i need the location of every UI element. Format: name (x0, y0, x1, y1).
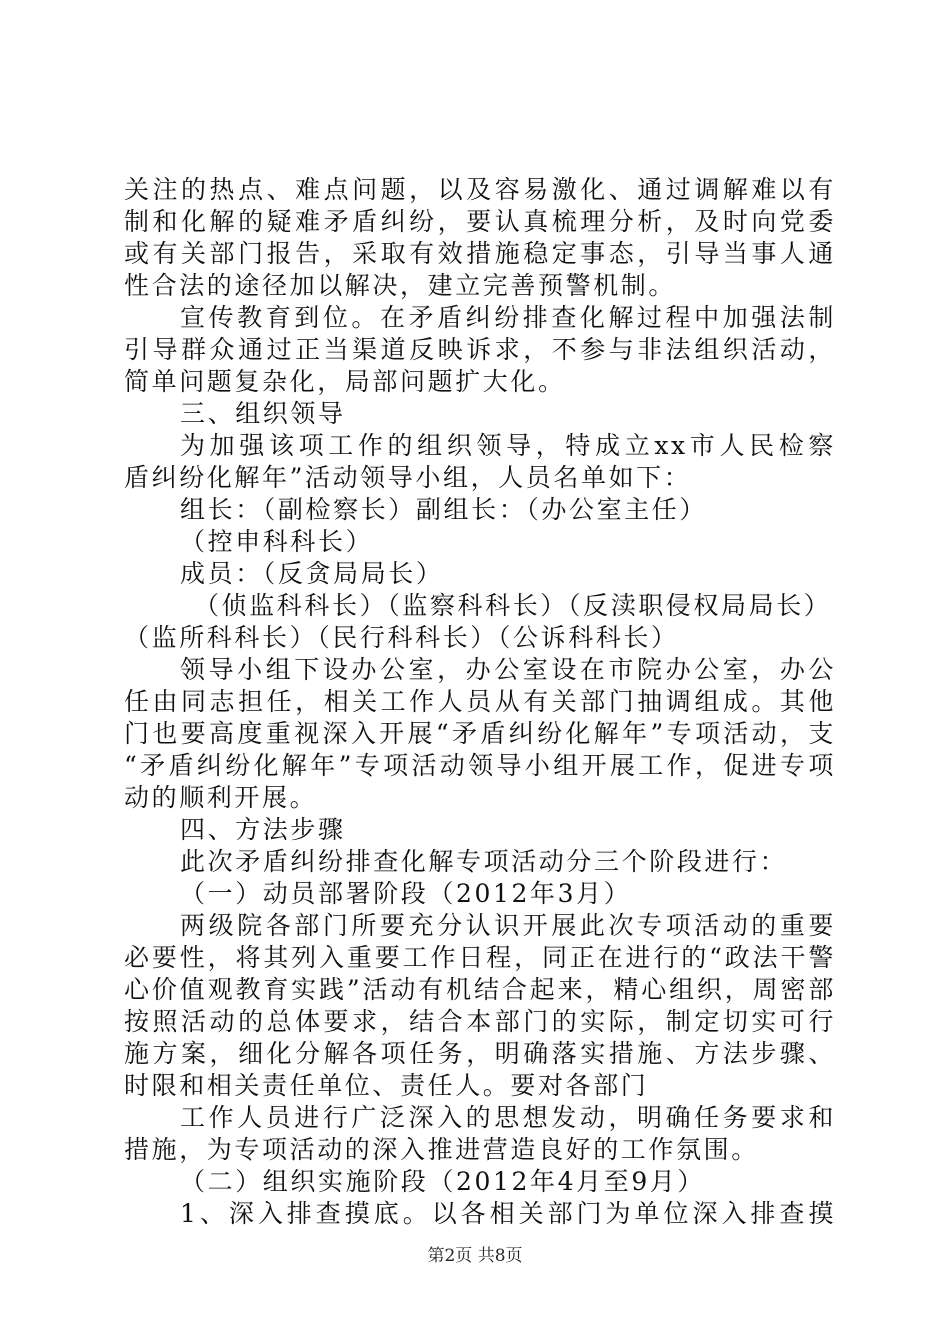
page-footer: 第2页 共8页 (427, 1246, 523, 1266)
text-line: 四、方法步骤 (180, 815, 346, 844)
text-line: 盾纠纷化解年”活动领导小组，人员名单如下： (124, 463, 692, 492)
text-line: 任由同志担任，相关工作人员从有关部门抽调组成。其他 (124, 687, 836, 716)
text-line: 为加强该项工作的组织领导，特成立xx市人民检察 (180, 431, 836, 460)
text-line: 工作人员进行广泛深入的思想发动，明确任务要求和 (180, 1103, 836, 1132)
text-line: 措施，为专项活动的深入推进营造良好的工作氛围。 (124, 1135, 759, 1164)
text-line: 两级院各部门所要充分认识开展此次专项活动的重要 (180, 911, 836, 940)
text-line: （侦监科科长）（监察科科长）（反渎职侵权局局长） (194, 591, 832, 620)
text-line: 心价值观教育实践”活动有机结合起来，精心组织，周密部 (124, 975, 836, 1004)
text-line: 此次矛盾纠纷排查化解专项活动分三个阶段进行： (180, 847, 788, 876)
text-line: 动的顺利开展。 (124, 783, 318, 812)
text-line: （监所科科长）（民行科科长）（公诉科科长） (124, 623, 679, 652)
text-line: 性合法的途径加以解决，建立完善预警机制。 (124, 271, 677, 300)
text-line: （一）动员部署阶段（2012年3月） (180, 879, 632, 908)
text-line: 引导群众通过正当渠道反映诉求，不参与非法组织活动， (124, 335, 836, 364)
text-line: （控申科科长） (180, 527, 374, 556)
text-line: 或有关部门报告，采取有效措施稳定事态，引导当事人通 (124, 239, 836, 268)
text-line: 成员：（反贪局局长） (180, 559, 444, 588)
text-line: 关注的热点、难点问题，以及容易激化、通过调解难以有 (124, 175, 836, 204)
text-line: 三、组织领导 (180, 399, 346, 428)
text-line: 组长：（副检察长）副组长：（办公室主任） (180, 495, 708, 524)
text-line: 按照活动的总体要求，结合本部门的实际，制定切实可行 (124, 1007, 836, 1036)
text-line: 施方案，细化分解各项任务，明确落实措施、方法步骤、 (124, 1039, 836, 1068)
text-line: （二）组织实施阶段（2012年4月至9月） (180, 1167, 706, 1196)
text-line: 门也要高度重视深入开展“矛盾纠纷化解年”专项活动，支 (124, 719, 836, 748)
text-line: 领导小组下设办公室，办公室设在市院办公室，办公 (180, 655, 836, 684)
text-line: 简单问题复杂化，局部问题扩大化。 (124, 367, 566, 396)
text-line: “矛盾纠纷化解年”专项活动领导小组开展工作，促进专项 (124, 751, 836, 780)
text-line: 时限和相关责任单位、责任人。要对各部门 (124, 1071, 649, 1100)
text-line: 制和化解的疑难矛盾纠纷，要认真梳理分析，及时向党委 (124, 207, 836, 236)
text-line: 1、深入排查摸底。以各相关部门为单位深入排查摸 (180, 1199, 836, 1228)
text-line: 宣传教育到位。在矛盾纠纷排查化解过程中加强法制 (180, 303, 836, 332)
text-line: 必要性，将其列入重要工作日程，同正在进行的“政法干警 (124, 943, 836, 972)
document-body (124, 174, 836, 1230)
